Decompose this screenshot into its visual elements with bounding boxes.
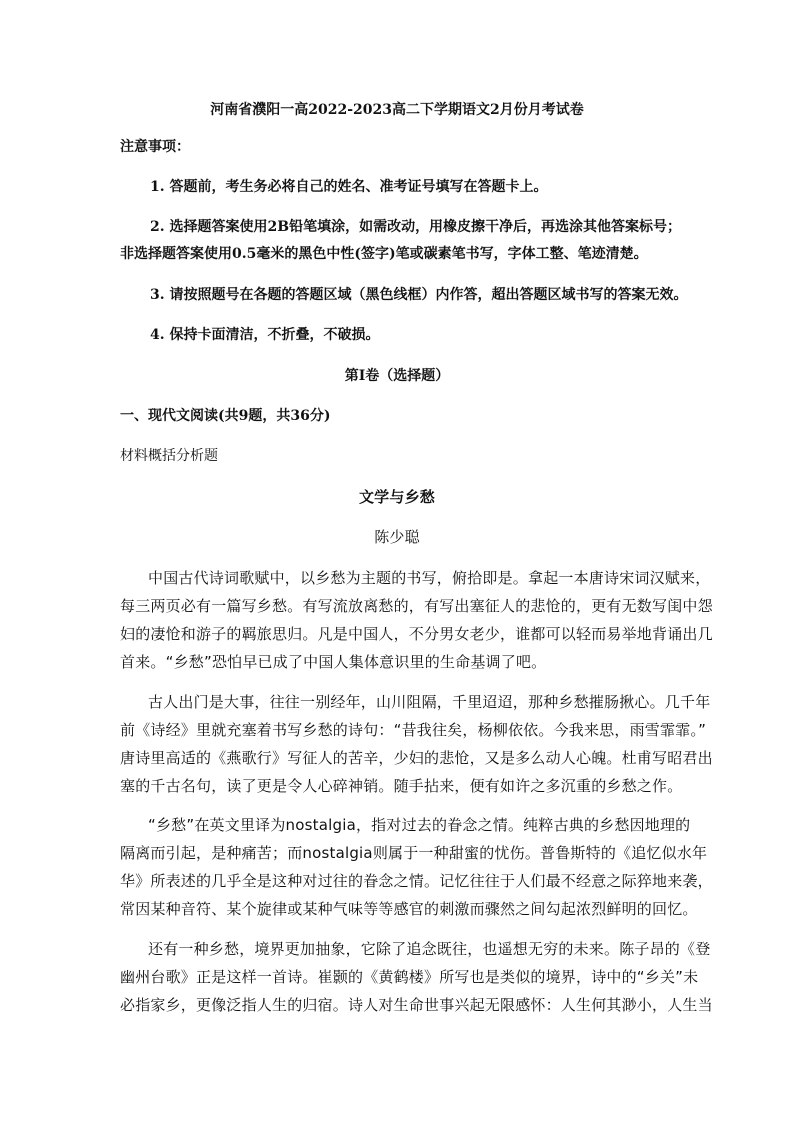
article-line: 必指家乡，更像泛指人生的归宿。诗人对生命世事兴起无限感怀：人生何其渺小，人生当 [120, 996, 713, 1014]
article-title: 文学与乡愁 [358, 488, 435, 506]
article-line: 古人出门是大事，往往一别经年，山川阻隔，千里迢迢，那种乡愁摧肠揪心。几千年 [148, 693, 711, 711]
article-line: “乡愁”在英文里译为nostalgia，指对过去的眷念之情。纯粹古典的乡愁因地理的 [148, 816, 691, 834]
question-type: 材料概括分析题 [120, 448, 218, 464]
notice-item-4: 4. 保持卡面清洁，不折叠，不破损。 [150, 327, 380, 343]
notice-item-2: 2. 选择题答案使用2B铅笔填涂，如需改动，用橡皮擦干净后，再选涂其他答案标号； [150, 219, 682, 235]
notice-heading: 注意事项： [120, 139, 190, 155]
notice-item-3: 3. 请按照题号在各题的答题区域（黑色线框）内作答，超出答题区域书写的答案无效。 [150, 287, 688, 303]
article-line: 隔离而引起，是种痛苦；而nostalgia则属于一种甜蜜的忧伤。普鲁斯特的《追忆似水年 [120, 844, 708, 862]
notice-item-1: 1. 答题前，考生务必将自己的姓名、准考证号填写在答题卡上。 [150, 179, 548, 195]
article-line: 幽州台歌》正是这样一首诗。崔颢的《黄鹤楼》所写也是类似的境界，诗中的“乡关”未 [120, 968, 699, 986]
article-line: 前《诗经》里就充塞着书写乡愁的诗句：“昔我往矣，杨柳依依。今我来思，雨雪霏霏。” [120, 721, 707, 739]
section-title: 一、现代文阅读(共9题，共36分) [120, 408, 331, 424]
notice-item-2-cont: 非选择题答案使用0.5毫米的黑色中性(签字)笔或碳素笔书写，字体工整、笔迹清楚。 [120, 246, 648, 262]
article-line: 还有一种乡愁，境界更加抽象，它除了追念既往，也遥想无穷的未来。陈子昂的《登 [148, 940, 711, 958]
article-line: 唐诗里高适的《燕歌行》写征人的苦辛，少妇的悲怆，又是多么动人心魄。杜甫写昭君出 [120, 749, 713, 767]
article-author: 陈少聪 [374, 528, 420, 546]
article-line: 妇的凄怆和游子的羁旅思归。凡是中国人，不分男女老少，谁都可以轻而易举地背诵出几 [120, 625, 713, 643]
article-line: 塞的千古名句，读了更是令人心碎神销。随手拈来，便有如许之多沉重的乡愁之作。 [120, 777, 683, 795]
exam-title: 河南省濮阳一高2022-2023高二下学期语文2月份月考试卷 [210, 102, 584, 118]
volume-title: 第I卷（选择题） [344, 368, 450, 384]
article-line: 中国古代诗词歌赋中，以乡愁为主题的书写，俯拾即是。拿起一本唐诗宋词汉赋来， [148, 569, 711, 587]
article-line: 常因某种音符、某个旋律或某种气味等等感官的刺激而骤然之间勾起浓烈鲜明的回忆。 [120, 900, 698, 918]
article-line: 首来。“乡愁”恐怕早已成了中国人集体意识里的生命基调了吧。 [120, 653, 547, 671]
article-line: 华》所表述的几乎全是这种对过往的眷念之情。记忆往往于人们最不经意之际猝地来袭， [120, 872, 713, 890]
article-line: 每三两页必有一篇写乡愁。有写流放离愁的，有写出塞征人的悲怆的，更有无数写闺中怨 [120, 597, 713, 615]
